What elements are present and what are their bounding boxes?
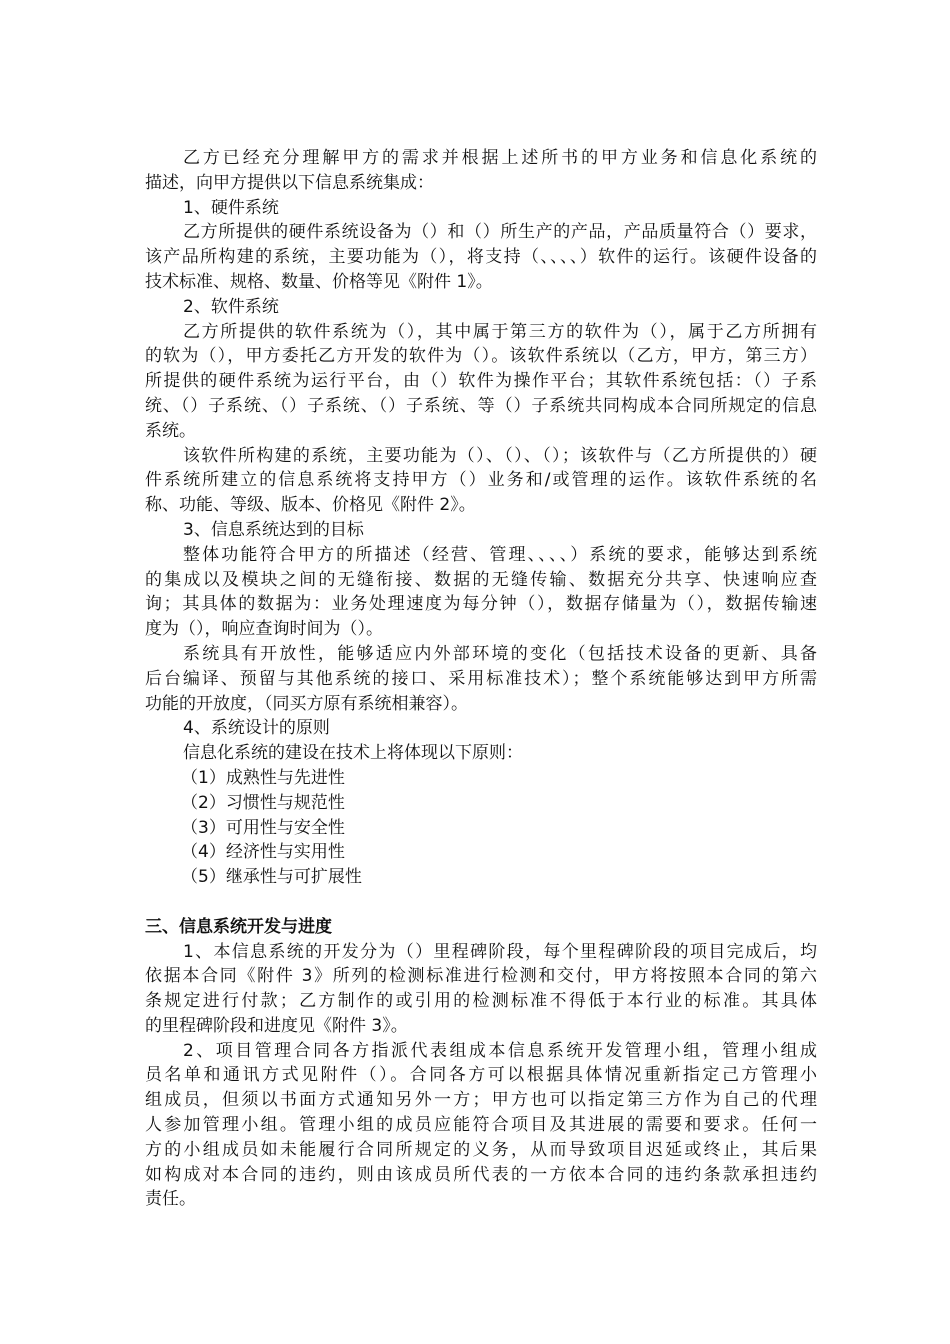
text-line: 询；其具体的数据为：业务处理速度为每分钟（），数据存储量为（），数据传输速 <box>145 594 817 615</box>
text-line: 整体功能符合甲方的所描述（经营、管理、、、、）系统的要求，能够达到系统 <box>183 544 817 565</box>
text-line: 称、功能、等级、版本、价格见《附件 2》。 <box>145 495 476 516</box>
software-section <box>145 295 817 518</box>
text-line: 依据本合同《附件 3》所列的检测标准进行检测和交付，甲方将按照本合同的第六 <box>145 966 817 987</box>
list-item: （3）可用性与安全性 <box>181 817 345 838</box>
goals-section <box>145 518 817 716</box>
intro-paragraph <box>145 146 817 196</box>
list-item: （1）成熟性与先进性 <box>181 767 345 788</box>
text-line: 系统具有开放性，能够适应内外部环境的变化（包括技术设备的更新、具备 <box>183 643 817 664</box>
subheading-goals: 3、信息系统达到的目标 <box>183 519 364 540</box>
text-line: 组成员，但须以书面方式通知另外一方；甲方也可以指定第三方作为自己的代理 <box>145 1090 817 1111</box>
text-line: 后台编译、预留与其他系统的接口、采用标准技术）；整个系统能够达到甲方所需 <box>145 668 817 689</box>
text-line: 责任。 <box>145 1189 196 1210</box>
principles-section <box>145 716 817 890</box>
list-item: （4）经济性与实用性 <box>181 842 345 863</box>
text-line: 条规定进行付款；乙方制作的或引用的检测标准不得低于本行业的标准。其具体 <box>145 991 817 1012</box>
text-line: 系统。 <box>145 420 196 441</box>
subheading-hardware: 1、硬件系统 <box>183 197 279 218</box>
text-line: 功能的开放度，（同买方原有系统相兼容）。 <box>145 693 468 714</box>
text-line: 该产品所构建的系统，主要功能为（），将支持（、、、、）软件的运行。该硬件设备的 <box>145 247 817 268</box>
document-page <box>145 146 817 1212</box>
subheading-principles: 4、系统设计的原则 <box>183 718 330 739</box>
text-line: 1、本信息系统的开发分为（）里程碑阶段，每个里程碑阶段的项目完成后，均 <box>183 941 817 962</box>
text-line: 如构成对本合同的违约，则由该成员所代表的一方依本合同的违约条款承担违约 <box>145 1164 817 1185</box>
text-line: 技术标准、规格、数量、价格等见《附件 1》。 <box>145 271 493 292</box>
text-line: 件系统所建立的信息系统将支持甲方（）业务和/或管理的运作。该软件系统的名 <box>145 470 817 491</box>
text-line: 2、项目管理合同各方指派代表组成本信息系统开发管理小组，管理小组成 <box>183 1040 817 1061</box>
list-item: （2）习惯性与规范性 <box>181 792 345 813</box>
text-line: 描述，向甲方提供以下信息系统集成： <box>145 172 434 193</box>
text-line: 乙方所提供的硬件系统设备为（）和（）所生产的产品，产品质量符合（）要求， <box>183 222 817 243</box>
text-line: 的里程碑阶段和进度见《附件 3》。 <box>145 1015 408 1036</box>
text-line: 乙方已经充分理解甲方的需求并根据上述所书的甲方业务和信息化系统的 <box>183 148 817 168</box>
text-line: 所提供的硬件系统为运行平台，由（）软件为操作平台；其软件系统包括：（）子系 <box>145 371 817 392</box>
text-line: 的软为（），甲方委托乙方开发的软件为（）。该软件系统以（乙方，甲方，第三方） <box>145 346 817 367</box>
list-item: （5）继承性与可扩展性 <box>181 867 362 888</box>
text-line: 人参加管理小组。管理小组的成员应能符合项目及其进展的需要和要求。任何一 <box>145 1115 817 1136</box>
subheading-software: 2、软件系统 <box>183 296 279 317</box>
section-3-title: 三、信息系统开发与进度 <box>145 916 332 937</box>
text-line: 该软件所构建的系统，主要功能为（）、（）、（）；该软件与（乙方所提供的）硬 <box>183 445 817 466</box>
text-line: 信息化系统的建设在技术上将体现以下原则： <box>183 743 523 764</box>
blank-line <box>145 890 817 915</box>
hardware-section <box>145 196 817 295</box>
text-line: 的集成以及模块之间的无缝衔接、数据的无缝传输、数据充分共享、快速响应查 <box>145 569 817 590</box>
section-3 <box>145 915 817 1213</box>
text-line: 统、（）子系统、（）子系统、（）子系统、等（）子系统共同构成本合同所规定的信息 <box>145 395 817 416</box>
text-line: 员名单和通讯方式见附件（）。合同各方可以根据具体情况重新指定己方管理小 <box>145 1065 817 1086</box>
text-line: 方的小组成员如未能履行合同所规定的义务，从而导致项目迟延或终止，其后果 <box>145 1139 817 1160</box>
text-line: 度为（），响应查询时间为（）。 <box>145 619 383 640</box>
text-line: 乙方所提供的软件系统为（），其中属于第三方的软件为（），属于乙方所拥有 <box>183 321 817 342</box>
